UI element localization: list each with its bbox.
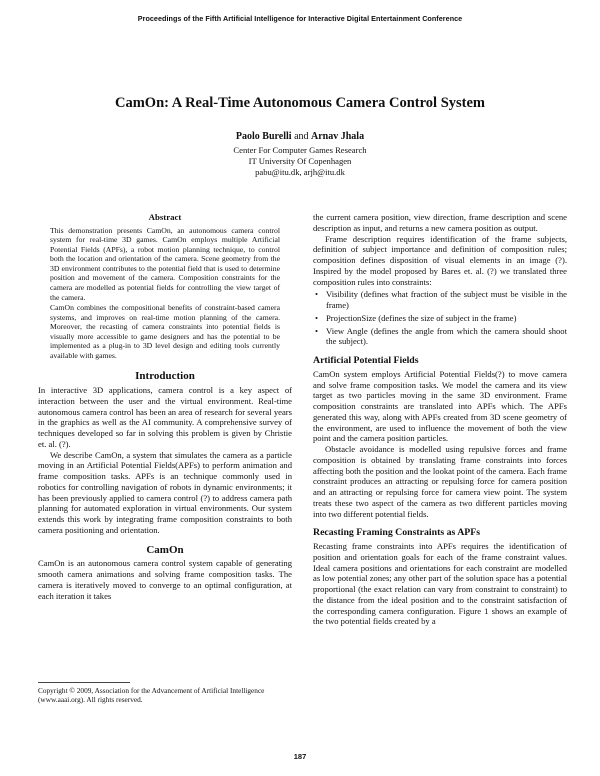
- recast-paragraph: Recasting frame constraints into APFs requires the identification of position and orientation goals for each of the frame constraint values. Ideal camera positions and orientations for each constraint are modelled as low potential zones; any other part of the solution space has a potential proportional (the exact relation can vary from constraint to constraint) to the distance from the ideal position and to the constraint satisfaction of the corresponding camera configuration. Figure 1 shows an example of the two potential fields created by a: [313, 541, 567, 627]
- introduction-heading: Introduction: [135, 370, 195, 383]
- page-number: 187: [293, 752, 307, 761]
- intro-paragraph: We describe CamOn, a system that simulates the camera as a particle moving in an Artificial Potential Fields(APFs) to perform animation and frame composition tasks. APFs is an technique commonly used in robotics for controlling navigation of robots in dynamic environments; it has been previously applied to camera control (?) to address camera path planning for automated exploration in virtual environments. Our system extends this work by integrating frame composition constraints to both camera positioning and orientation.: [38, 449, 292, 535]
- running-header: Proceedings of the Fifth Artificial Intelligence for Interactive Digital Entertainment Conference: [137, 14, 463, 23]
- author-1: Paolo Burelli: [235, 131, 292, 142]
- affiliation: [0, 145, 600, 177]
- recast-heading: Recasting Framing Constraints as APFs: [313, 527, 481, 539]
- abstract-heading: Abstract: [148, 212, 182, 222]
- author-conj: and: [294, 131, 309, 142]
- constraint-item: • View Angle (defines the angle from which the camera should shoot the subject).: [313, 326, 567, 348]
- abstract-body: [50, 226, 280, 361]
- copyright-footnote: Copyright © 2009, Association for the Advancement of Artificial Intelligence (www.aaai.org). All rights reserved.: [38, 686, 265, 704]
- authors: [0, 131, 600, 142]
- continuation-paragraph: the current camera position, view direction, frame description and scene description as input, and returns a new camera position as output.: [313, 212, 567, 233]
- affiliation-center: Center For Computer Games Research: [233, 145, 367, 155]
- footnote-rule: [38, 682, 130, 683]
- camon-paragraph: CamOn is an autonomous camera control system capable of generating smooth camera animations and solving frame composition tasks. The camera is iteratively moved to converge to an optimal configuration, at each iteration it takes: [38, 558, 292, 601]
- constraint-item: • Visibility (defines what fraction of the subject must be visible in the frame): [313, 289, 567, 311]
- abstract-paragraph: This demonstration presents CamOn, an autonomous camera control system for real-time 3D games. CamOn employs multiple Artificial Potential Fields (APFs), a robot motion planning technique, to control both the location and orientation of the camera. Scene geometry from the 3D environment contributes to the potential field that is used to determine position and movement of the camera. Composition constraints for the camera are modelled as potential fields for controlling the view target of the camera.: [50, 225, 280, 302]
- intro-paragraph: In interactive 3D applications, camera control is a key aspect of interaction between the user and the virtual environment. Real-time autonomous camera control has been an area of research for several years in the graphics as well as the AI community. A comprehensive survey of techniques developed so far in solving this problem is given by Christie et. al. (?).: [38, 385, 292, 449]
- constraint-list: [313, 289, 567, 347]
- camon-heading: CamOn: [146, 543, 184, 556]
- abstract-paragraph: CamOn combines the compositional benefits of constraint-based camera systems, and improves on real-time motion planning of the camera. Moreover, the recasting of camera constraints into potential fields is visually more accessible to game designers and has the potential to be implemented as a plug-in to 3D level design and editing tools currently available with games.: [50, 303, 280, 360]
- affiliation-university: IT University Of Copenhagen: [248, 155, 352, 166]
- constraint-item: • ProjectionSize (defines the size of subject in the frame): [313, 313, 567, 324]
- frame-description-paragraph: Frame description requires identification of the frame subjects, definition of subject importance and definition of composition rules; composition defines disposition of visual elements in an image (?). Inspired by the model proposed by Bares et. al. (?) we translated three composition rules into constraints:: [313, 233, 567, 287]
- apf-heading: Artificial Potential Fields: [313, 355, 419, 366]
- paper-title: CamOn: A Real-Time Autonomous Camera Control System: [114, 95, 485, 111]
- apf-paragraph: CamOn system employs Artificial Potential Fields(?) to move camera and solve frame composition tasks. We model the camera and its view target as two particles moving in the same 3D environment. Frame composition constraints are translated into APFs which. The APFs generated this way, along with APFs created from 3D scene geometry of the environment, are used to influence the movement of both the view point and the camera position particles.: [313, 368, 567, 444]
- apf-paragraph: Obstacle avoidance is modelled using repulsive forces and frame composition is obtained by translating frame constraints into forces affecting both the position and the lookat point of the camera. Each frame constraint produces an attracting or repulsing force for camera position and an attracting or repulsing force for camera view point. The system treats these two aspect of the camera as two different particles moving into two different potential fields.: [313, 444, 567, 519]
- author-2: Arnav Jhala: [311, 131, 365, 142]
- right-column: [313, 212, 567, 627]
- affiliation-emails: pabu@itu.dk, arjh@itu.dk: [255, 166, 345, 177]
- left-column: [38, 212, 292, 601]
